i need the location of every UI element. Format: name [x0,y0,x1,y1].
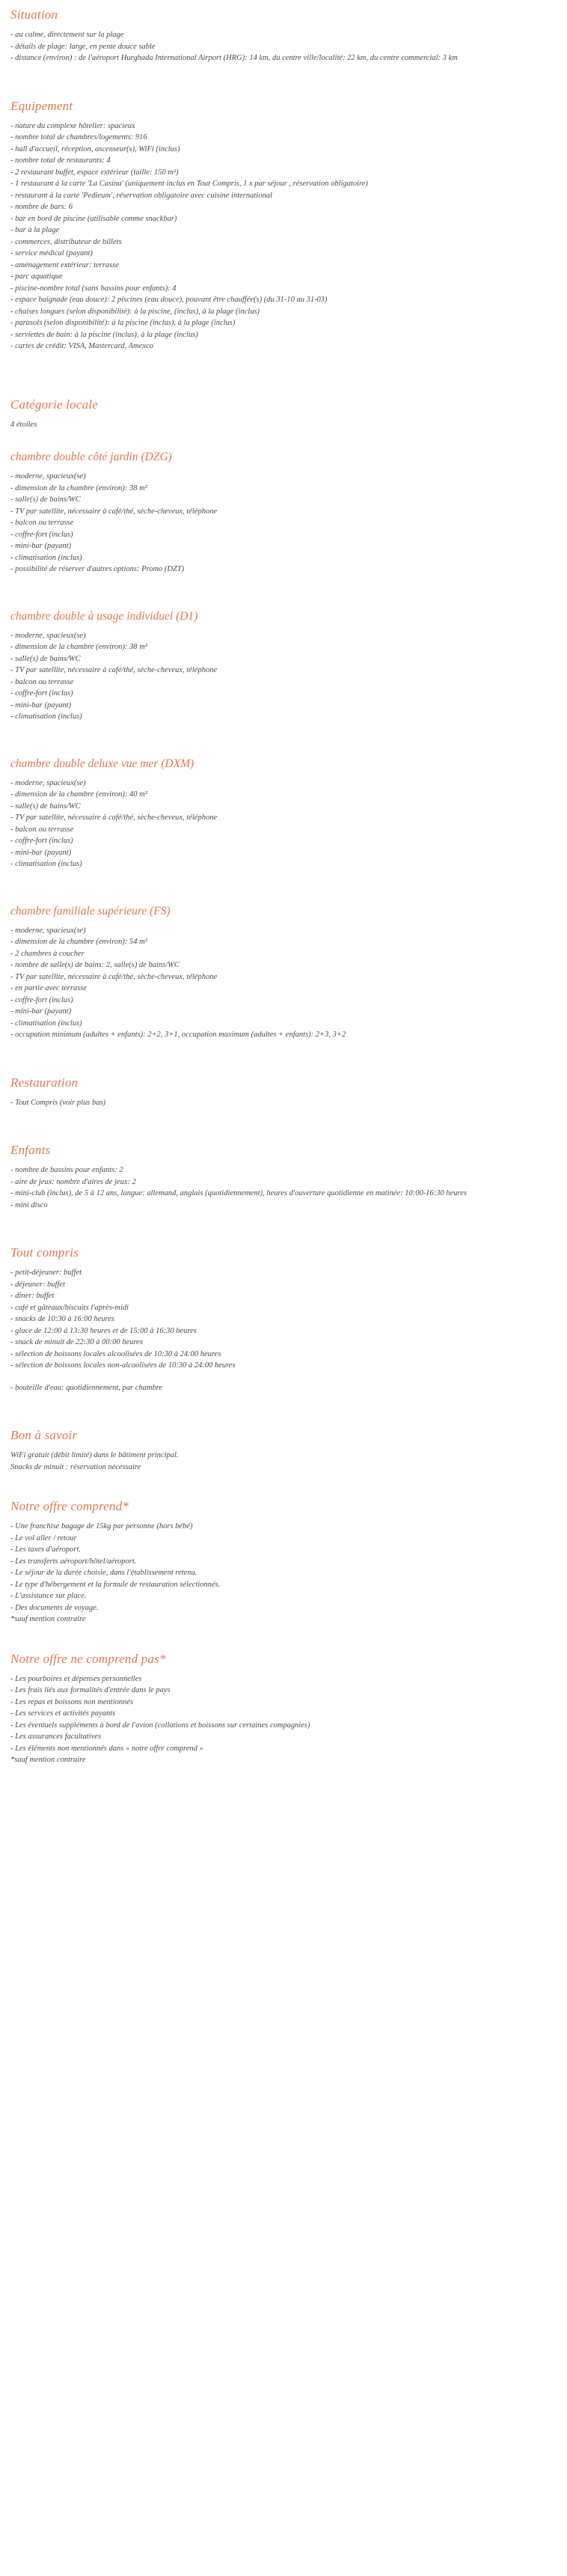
list-item: - dimension de la chambre (environ): 54 m² [10,938,147,946]
tout-compris-note: - bouteille d'eau: quotidiennement, par chambre [10,1383,163,1392]
section-restauration [10,1075,557,1109]
list-item: - moderne, spacieux(se) [10,926,86,935]
list-item: - parc aquatique [10,272,63,281]
categorie-list [10,419,557,431]
list-item: - commerces, distributeur de billets [10,237,122,246]
room-dzg-list [10,471,557,576]
list-item: - au calme, directement sur la plage [10,31,124,39]
list-item: - climatisation (inclus) [10,860,82,868]
list-item: - balcon ou terrasse [10,519,74,527]
list-item: - bar en bord de piscine (utilisable comme snackbar) [10,214,177,223]
list-item: - glace de 12:00 à 13:30 heures et de 15:00 à 16:30 heures [10,1326,197,1335]
list-item: - mini-bar (payant) [10,542,72,550]
bon-a-savoir-list [10,1450,557,1473]
list-item: - TV par satellite, nécessaire à café/thé, sèche-cheveux, téléphone [10,972,218,981]
list-item: - coffre-fort (inclus) [10,689,73,698]
list-item: - déjeuner: buffet [10,1280,65,1289]
list-item: - sélection de boissons locales non-alcoolisées de 10:30 à 24:00 heures [10,1361,236,1370]
list-item: - nombre total de restaurants: 4 [10,156,111,165]
list-item: - Les pourboires et dépenses personnelles [10,1674,142,1683]
list-item: - Le séjour de la durée choisie, dans l'établissement retenu. [10,1569,197,1577]
list-item: - Le type d'hébergement et la formule de restauration sélectionnés. [10,1580,221,1589]
section-title-bon-a-savoir: Bon à savoir [10,1428,78,1442]
section-room-dxm [10,757,557,870]
spacer [10,1645,557,1652]
list-item: - moderne, spacieux(se) [10,631,86,640]
list-item: - mini-club (inclus), de 5 à 12 ans, langue: allemand, anglais (quotidiennement), heures d'ouverture quotidienne en matinée: 10:00-16:30 heures [10,1189,467,1197]
list-item: - petit-déjeuner: buffet [10,1269,82,1277]
section-title-offre-comprend: Notre offre comprend* [10,1499,129,1513]
list-item: - TV par satellite, nécessaire à café/thé, sèche-cheveux, téléphone [10,507,218,516]
section-situation [10,7,557,64]
list-item: - hall d'accueil, réception, ascenseur(s), WiFi (inclus) [10,144,180,153]
section-title-tout-compris: Tout compris [10,1245,79,1260]
list-item: - Le vol aller / retour [10,1533,77,1542]
room-dxm-list [10,778,557,870]
list-item: - salle(s) de bains/WC [10,495,81,504]
list-item: - snack de minuit de 22:30 à 00:00 heures [10,1338,143,1346]
list-item: - mini-bar (payant) [10,1007,72,1016]
list-item: - bar à la plage [10,226,60,234]
list-item: - TV par satellite, nécessaire à café/thé, sèche-cheveux, téléphone [10,666,218,674]
list-item: - Les taxes d'aéroport. [10,1545,82,1554]
list-item: - 2 chambres à coucher [10,949,85,958]
section-tout-compris [10,1245,557,1394]
list-item: - dîner: buffet [10,1292,55,1300]
list-item: - Les éléments non mentionnés dans « notre offre comprend » [10,1744,203,1753]
list-item: - coffre-fort (inclus) [10,837,73,845]
room-title-dzg: chambre double côté jardin (DZG) [10,451,172,463]
list-item: - climatisation (inclus) [10,1019,82,1028]
list-item: - aménagement extérieur: terrasse [10,260,119,269]
equipement-list [10,120,557,352]
spacer [10,444,557,451]
section-title-equipement: Equipement [10,98,73,113]
list-item: - mini-bar (payant) [10,848,72,857]
list-item: - Une franchise bagage de 15kg par personne (hors bébé) [10,1522,193,1530]
section-equipement [10,99,557,352]
list-item: - moderne, spacieux(se) [10,778,86,787]
list-item: - nombre de salle(s) de bains: 2, salle(s) de bains/WC [10,961,180,969]
list-item: - occupation minimum (adultes + enfants): 2+2, 3+1, occupation maximum (adultes + enfants): 2+3, 3+2 [10,1031,346,1039]
section-title-restauration: Restauration [10,1075,79,1090]
list-item: - balcon ou terrasse [10,677,74,686]
spacer [10,1372,557,1382]
offre-ne-comprend-pas-list [10,1673,557,1766]
list-item: - aire de jeux: nombre d'aires de jeux: 2 [10,1177,136,1186]
list-item: - Des documents de voyage. [10,1603,99,1612]
list-item: - balcon ou terrasse [10,825,74,834]
list-item: - coffre-fort (inclus) [10,995,73,1004]
list-item: - L'assistance sur place. [10,1592,87,1600]
list-item: - mini-bar (payant) [10,701,72,709]
list-item: - serviettes de bain: à la piscine (inclus), à la plage (inclus) [10,330,198,339]
list-item: - distance (environ) : de l'aéroport Hurghada International Airport (HRG): 14 km, du centre ville/localité: 22 km, du centre commercial: 3 km [10,54,458,62]
restauration-list [10,1097,557,1109]
list-item: Snacks de minuit : réservation nécessaire [10,1462,141,1471]
situation-list [10,29,557,64]
list-item: - dimension de la chambre (environ): 38 m² [10,643,147,651]
room-fs-list [10,925,557,1041]
list-item: - climatisation (inclus) [10,553,82,562]
spacer [10,1230,557,1245]
list-item: - Les assurances facultatives [10,1733,102,1741]
list-item: - chaises longues (selon disponibilité): à la piscine, (inclus), à la plage (inclus) [10,307,260,316]
list-item: - Les transferts aéroport/hôtel/aéroport. [10,1557,137,1566]
list-item: *sauf mention contraire [10,1756,86,1764]
section-title-situation: Situation [10,7,58,22]
list-item: - nombre de bars: 6 [10,203,73,211]
spacer [10,372,557,397]
list-item: - nature du complexe hôtelier: spacieux [10,121,135,130]
spacer [10,742,557,757]
list-item: - 1 restaurant à la carte 'La Casina' (uniquement inclus en Tout Compris, 1 x par séjour , réservation obligatoire) [10,180,368,188]
list-item: - Les éventuels suppléments à bord de l'avion (collations et boissons sur certaines compagnies) [10,1721,310,1730]
list-item: - 2 restaurant buffet, espace extérieur (taille: 150 m²) [10,168,179,177]
section-title-categorie-locale: Catégorie locale [10,397,98,412]
section-title-enfants: Enfants [10,1143,51,1157]
offre-comprend-list [10,1521,557,1626]
list-item: - dimension de la chambre (environ): 40 m² [10,790,147,799]
room-title-d1: chambre double à usage individuel (D1) [10,609,198,623]
list-item: - Les repas et boissons non mentionnés [10,1697,134,1706]
spacer [10,1413,557,1428]
list-item: - restaurant à la carte 'Pedieum', réservation obligatoire avec cuisine international [10,191,272,200]
list-item: - possibilité de réserver d'autres options: Promo (DZT) [10,565,185,573]
list-item: - détails de plage: large, en pente douce sable [10,42,156,51]
section-room-dzg [10,451,557,576]
section-title-offre-ne-comprend-pas: Notre offre ne comprend pas* [10,1651,166,1666]
section-room-fs [10,905,557,1041]
list-item: - snacks de 10:30 à 16:00 heures [10,1315,114,1323]
list-item: - Les frais liés aux formalités d'entrée dans le pays [10,1686,171,1694]
list-item: WiFi gratuit (débit limité) dans le bâtiment principal. [10,1451,179,1459]
spacer [10,84,557,99]
section-bon-a-savoir [10,1428,557,1473]
list-item: - Les services et activités payants [10,1709,116,1718]
tout-compris-list [10,1267,557,1372]
list-item: - moderne, spacieux(se) [10,472,86,480]
spacer [10,1128,557,1143]
section-offre-ne-comprend-pas [10,1652,557,1766]
list-item: - nombre total de chambres/logements: 916 [10,133,147,141]
list-item: - mini disco [10,1200,48,1209]
section-enfants [10,1143,557,1211]
room-d1-list [10,630,557,723]
list-item: - en partie avec terrasse [10,984,88,992]
list-item: - climatisation (inclus) [10,712,82,721]
room-title-dxm: chambre double deluxe vue mer (DXM) [10,757,194,770]
list-item: - nombre de bassins pour enfants: 2 [10,1166,123,1174]
list-item: 4 étoiles [10,420,37,429]
enfants-list [10,1165,557,1211]
list-item: - sélection de boissons locales alcoolisées de 10:30 à 24:00 heures [10,1349,221,1358]
section-offre-comprend [10,1499,557,1626]
list-item: - piscine-nombre total (sans bassins pour enfants): 4 [10,284,177,293]
list-item: - salle(s) de bains/WC [10,802,81,811]
list-item: - espace baignade (eau douce): 2 piscines (eau douce), pouvant être chauffée(s) (du 31-10 au 31-03) [10,296,328,304]
list-item: - Tout Compris (voir plus bas) [10,1098,106,1107]
list-item: - café et gâteaux/biscuits l'après-midi [10,1303,129,1312]
spacer [10,1492,557,1499]
list-item: - parasols (selon disponibilité): à la piscine (inclus), à la plage (inclus) [10,319,236,327]
section-categorie-locale [10,397,557,431]
list-item: - TV par satellite, nécessaire à café/thé, sèche-cheveux, téléphone [10,814,218,822]
list-item: - dimension de la chambre (environ): 38 m² [10,483,147,492]
section-room-d1 [10,610,557,723]
spacer [10,595,557,610]
list-item: - service médical (payant) [10,249,93,257]
list-item: - coffre-fort (inclus) [10,530,73,539]
spacer [10,1060,557,1075]
list-item: - cartes de crédit: VISA, Mastercard, Amexco [10,342,153,350]
list-item: - salle(s) de bains/WC [10,654,81,663]
room-title-fs: chambre familiale supérieure (FS) [10,904,171,918]
spacer [10,890,557,905]
list-item: *sauf mention contraire [10,1615,86,1623]
